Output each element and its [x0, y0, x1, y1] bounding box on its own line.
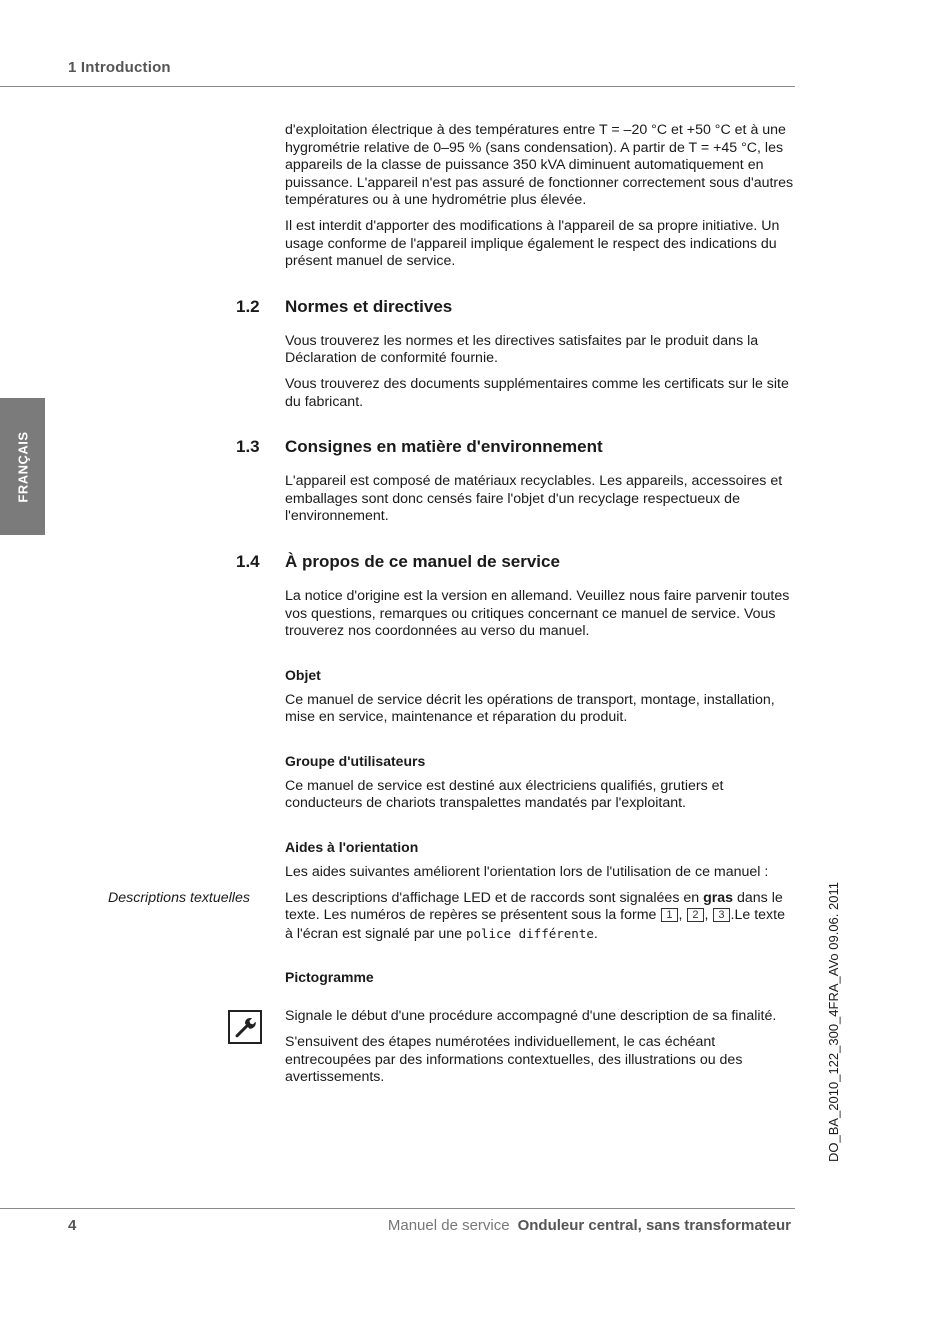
- subheading-pictogramme: Pictogramme: [285, 969, 374, 986]
- pictogram-paragraph-2: S'ensuivent des étapes numérotées individuellement, le cas échéant entrecoupées par des informations contextuelles, des illustrations ou des avertissements.: [285, 1034, 743, 1086]
- language-tab: [0, 398, 45, 535]
- section-paragraph: La notice d'origine est la version en allemand. Veuillez nous faire parvenir toutes vos questions, remarques ou critiques concernant ce manuel de service. Vous trouverez nos coordonnées au verso du manuel.: [285, 587, 790, 640]
- section-1-3: [236, 437, 795, 526]
- intro-paragraph-1: d'exploitation électrique à des températures entre T = –20 °C et +50 °C et à une hygrométrie relative de 0–95 % (sans condensation). A partir de T = +45 °C, les appareils de la classe de puissance 350 kVA diminuent automatiquement en puissance. L'appareil n'est pas assuré de fonctionner correctement sous d'autres températures ou à une hydrométrie plus élevée.: [285, 122, 794, 209]
- running-head: 1 Introduction: [68, 59, 171, 76]
- desc-text: .Le texte à l'écran est signalé par une: [285, 907, 785, 942]
- descriptions-block: [108, 889, 795, 944]
- section-paragraph: L'appareil est composé de matériaux recyclables. Les appareils, accessoires et emballages sont donc censés faire l'objet d'un recyclage respectueux de l'environnement.: [285, 473, 783, 525]
- footer-rule: [0, 1208, 795, 1209]
- page-number: 4: [68, 1217, 77, 1234]
- footer-title: [388, 1217, 791, 1234]
- footer-product: Onduleur central, sans transformateur: [517, 1217, 791, 1234]
- descriptions-paragraph: Les descriptions d'affichage LED et de raccords sont signalées en gras dans le texte. Les numéros de repères se présentent sous la forme 1 , 2 , 3 .Le texte à l'écran est signalé par une police différente.: [285, 889, 785, 942]
- document-id-stamp: DO_BA_2010_122_300_4FRA_AVo 09.06. 2011: [826, 882, 841, 1162]
- intro-paragraph-2: Il est interdit d'apporter des modifications à l'appareil de sa propre initiative. Un usage conforme de l'appareil implique également le respect des indications du présent manuel de service.: [285, 217, 780, 270]
- subheading-objet: Objet: [285, 666, 321, 683]
- pictogram-paragraph-1: Signale le début d'une procédure accompagné d'une description de sa finalité.: [285, 1008, 777, 1025]
- subheading-groupe: Groupe d'utilisateurs: [285, 752, 426, 769]
- section-number: 1.2: [236, 296, 260, 316]
- language-tab-label: FRANÇAIS: [15, 430, 30, 503]
- marker-1: 1: [661, 908, 677, 922]
- desc-mono: police différente: [465, 925, 594, 941]
- section-title: À propos de ce manuel de service: [285, 551, 560, 571]
- footer-doc-type: Manuel de service: [387, 1217, 510, 1234]
- section-number: 1.3: [236, 437, 260, 457]
- wrench-icon: [228, 1010, 262, 1044]
- main-content: [108, 122, 795, 1095]
- aides-paragraph: Les aides suivantes améliorent l'orientation lors de l'utilisation de ce manuel :: [285, 864, 769, 881]
- pictogram-block: [285, 1008, 795, 1086]
- section-1-2: [236, 296, 795, 411]
- desc-text: .: [593, 925, 598, 942]
- objet-paragraph: Ce manuel de service décrit les opérations de transport, montage, installation, mise en service, maintenance et réparation du produit.: [285, 691, 775, 726]
- header-rule: [0, 86, 795, 87]
- groupe-paragraph: Ce manuel de service est destiné aux électriciens qualifiés, grutiers et conducteurs de chariots transpalettes mandatés par l'exploitant.: [285, 777, 724, 812]
- marker-3: 3: [713, 908, 729, 922]
- section-title: Consignes en matière d'environnement: [285, 437, 603, 457]
- section-paragraph: Vous trouverez les normes et les directives satisfaites par le produit dans la Déclaration de conformité fournie.: [285, 332, 759, 367]
- desc-text: dans le texte. Les numéros de repères se présentent sous la forme: [285, 889, 783, 924]
- section-title: Normes et directives: [285, 296, 453, 316]
- marker-2: 2: [687, 908, 703, 922]
- section-number: 1.4: [236, 551, 260, 571]
- subheading-aides: Aides à l'orientation: [285, 839, 419, 856]
- section-paragraph: Vous trouverez des documents supplémentaires comme les certificats sur le site du fabricant.: [285, 375, 789, 410]
- section-1-4: [108, 551, 795, 1087]
- margin-note: Descriptions textuelles: [108, 889, 250, 906]
- desc-text: Les descriptions d'affichage LED et de raccords sont signalées en: [285, 889, 704, 906]
- desc-bold: gras: [703, 889, 734, 906]
